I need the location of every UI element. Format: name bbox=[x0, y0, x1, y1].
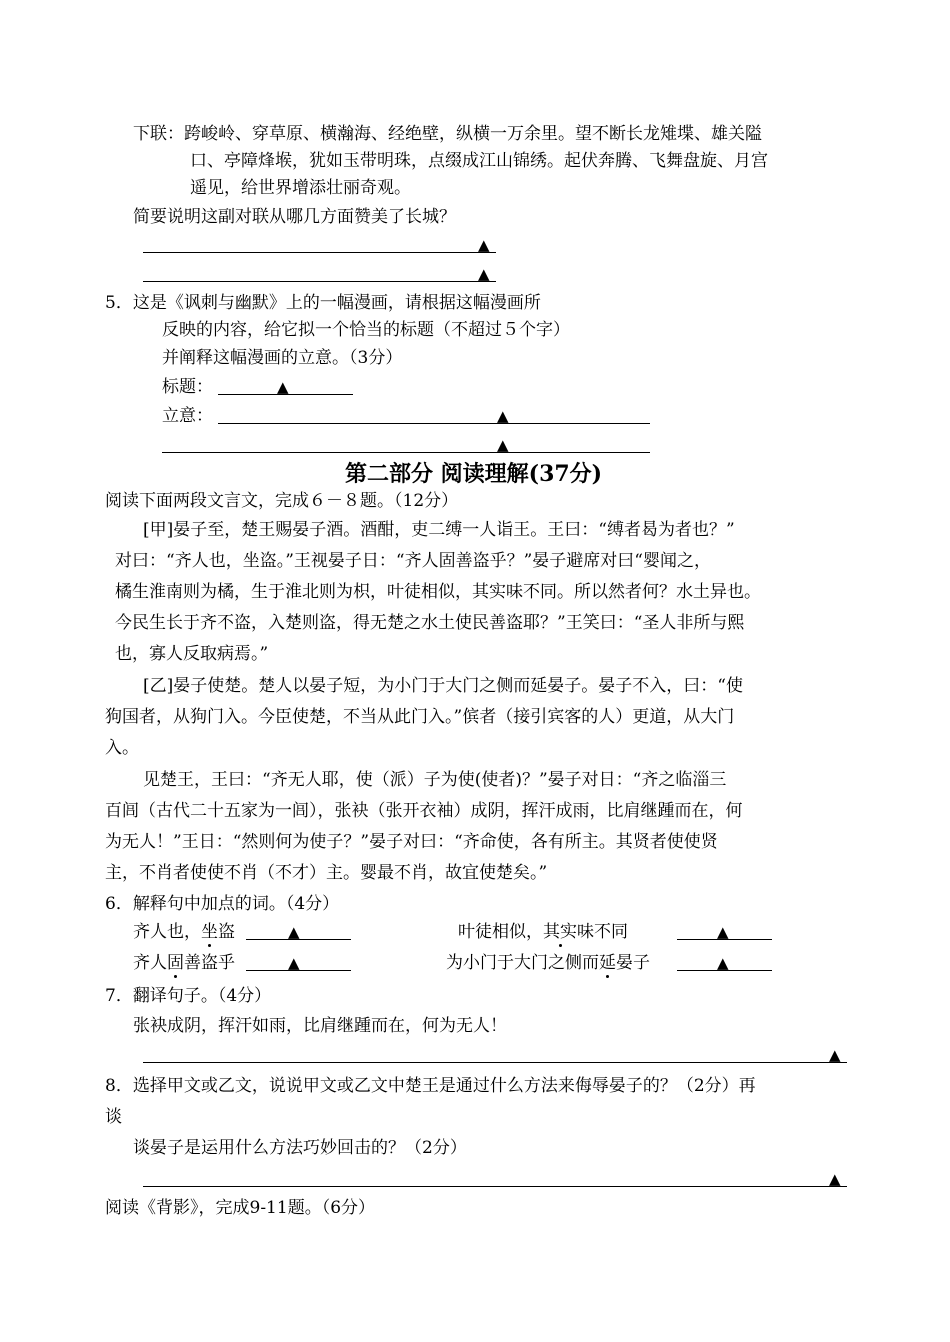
answer-mark: ▲ bbox=[478, 265, 490, 283]
q7-answer-line[interactable] bbox=[143, 1062, 847, 1063]
q7-head: 7．翻译句子。（4分） bbox=[105, 986, 272, 1006]
q5-line-2: 反映的内容，给它拟一个恰当的标题（不超过５个字） bbox=[162, 320, 570, 340]
answer-mark: ▲ bbox=[478, 236, 490, 254]
q6-item-3 bbox=[133, 951, 235, 975]
dotted-word: 坐 bbox=[201, 922, 218, 942]
answer-line[interactable] bbox=[143, 252, 496, 253]
answer-mark: ▲ bbox=[717, 923, 729, 941]
answer-mark: ▲ bbox=[277, 378, 289, 396]
part2-title: 第二部分 阅读理解(37分) bbox=[345, 461, 603, 487]
dotted-word: 延 bbox=[599, 953, 616, 973]
intro-9-11: 阅读《背影》，完成9-11题。（6分） bbox=[105, 1198, 376, 1218]
xialian-line-2: 口、亭障烽堠，犹如玉带明珠，点缀成江山锦绣。起伏奔腾、飞舞盘旋、月宫 bbox=[190, 151, 768, 171]
q5-meaning-label: 立意： bbox=[162, 406, 213, 426]
q8-line-1: 8．选择甲文或乙文，说说甲文或乙文中楚王是通过什么方法来侮辱晏子的？（2分）再 bbox=[105, 1076, 756, 1096]
yi2-line: 见楚王，王曰：“齐无人耶，使（派）子为使(使者)？”晏子对日：“齐之临淄三 bbox=[143, 770, 727, 790]
answer-mark: ▲ bbox=[717, 954, 729, 972]
q4-question: 简要说明这副对联从哪几方面赞美了长城？ bbox=[133, 207, 456, 227]
q6-item-1 bbox=[133, 920, 235, 944]
jia-line: [甲]晏子至，楚王赐晏子酒。酒酣，吏二缚一人诣王。王曰：“缚者曷为者也？” bbox=[143, 520, 735, 540]
q6-item-4 bbox=[446, 951, 650, 975]
meaning-answer-line[interactable] bbox=[218, 423, 650, 424]
q6-item-post: 善盗乎 bbox=[184, 953, 235, 973]
xialian-line-1: 下联：跨峻岭、穿草原、横瀚海、经绝壁，纵横一万余里。望不断长龙雉堞、雄关隘 bbox=[133, 124, 762, 144]
jia-line: 今民生长于齐不盗，入楚则盗，得无楚之水土使民善盗耶？”王笑曰：“圣人非所与熙 bbox=[115, 613, 745, 633]
q8-line-2: 谈 bbox=[105, 1107, 122, 1127]
yi2-line: 主，不肖者使使不肖（不才）主。婴最不肖，故宜使楚矣。” bbox=[105, 863, 548, 883]
q6-item-post: 晏子 bbox=[616, 953, 650, 973]
yi-line: 狗国者，从狗门入。今臣使楚，不当从此门入。”傧者（接引宾客的人）更道，从大门 bbox=[105, 707, 735, 727]
q5-line-1: 5．这是《讽刺与幽默》上的一幅漫画，请根据这幅漫画所 bbox=[105, 293, 541, 313]
q6-item-pre: 叶徒相似， bbox=[458, 922, 543, 942]
answer-mark: ▲ bbox=[497, 407, 509, 425]
jia-line: 对曰：“齐人也，坐盗。”王视晏子日：“齐人固善盗乎？”晏子避席对曰“婴闻之， bbox=[115, 551, 711, 571]
q6-item-2 bbox=[458, 920, 628, 944]
answer-mark: ▲ bbox=[497, 436, 509, 454]
answer-mark: ▲ bbox=[829, 1046, 841, 1064]
q8-line-3: 谈晏子是运用什么方法巧妙回击的？（2分） bbox=[133, 1138, 467, 1158]
q6-item-pre: 齐人也， bbox=[133, 922, 201, 942]
q5-title-label: 标题： bbox=[162, 377, 213, 397]
yi-line: [乙]晏子使楚。楚人以晏子短，为小门于大门之侧而延晏子。晏子不入，曰：“使 bbox=[143, 676, 743, 696]
q6-item-post: 盗 bbox=[218, 922, 235, 942]
q6-item-pre: 为小门于大门之侧而 bbox=[446, 953, 599, 973]
jia-line: 橘生淮南则为橘，生于淮北则为枳，叶徒相似，其实味不同。所以然者何？水土异也。 bbox=[115, 582, 761, 602]
q6-item-pre: 齐人 bbox=[133, 953, 167, 973]
answer-mark: ▲ bbox=[829, 1170, 841, 1188]
q6-head: 6．解释句中加点的词。（4分） bbox=[105, 894, 340, 914]
xialian-line-3: 遥见，给世界增添壮丽奇观。 bbox=[190, 178, 411, 198]
yi-line: 入。 bbox=[105, 738, 139, 758]
q6-item-post: 味不同 bbox=[577, 922, 628, 942]
dotted-word: 其实 bbox=[543, 922, 577, 942]
yi2-line: 百闾（古代二十五家为一闾），张袂（张开衣袖）成阴，挥汗成雨，比肩继踵而在，何 bbox=[105, 801, 743, 821]
intro-6-8: 阅读下面两段文言文，完成６－８题。（12分） bbox=[105, 491, 459, 511]
q5-line-3: 并阐释这幅漫画的立意。（3分） bbox=[162, 348, 403, 368]
dotted-word: 固 bbox=[167, 953, 184, 973]
answer-line[interactable] bbox=[143, 281, 496, 282]
answer-mark: ▲ bbox=[288, 954, 300, 972]
yi2-line: 为无人！”王日：“然则何为使子？”晏子对曰：“齐命使，各有所主。其贤者使使贤 bbox=[105, 832, 718, 852]
meaning-answer-line[interactable] bbox=[162, 452, 650, 453]
q8-answer-line[interactable] bbox=[143, 1186, 847, 1187]
jia-line: 也，寡人反取病焉。” bbox=[115, 644, 269, 664]
answer-mark: ▲ bbox=[288, 923, 300, 941]
q7-sentence: 张袂成阴，挥汗如雨，比肩继踵而在，何为无人！ bbox=[133, 1016, 507, 1036]
